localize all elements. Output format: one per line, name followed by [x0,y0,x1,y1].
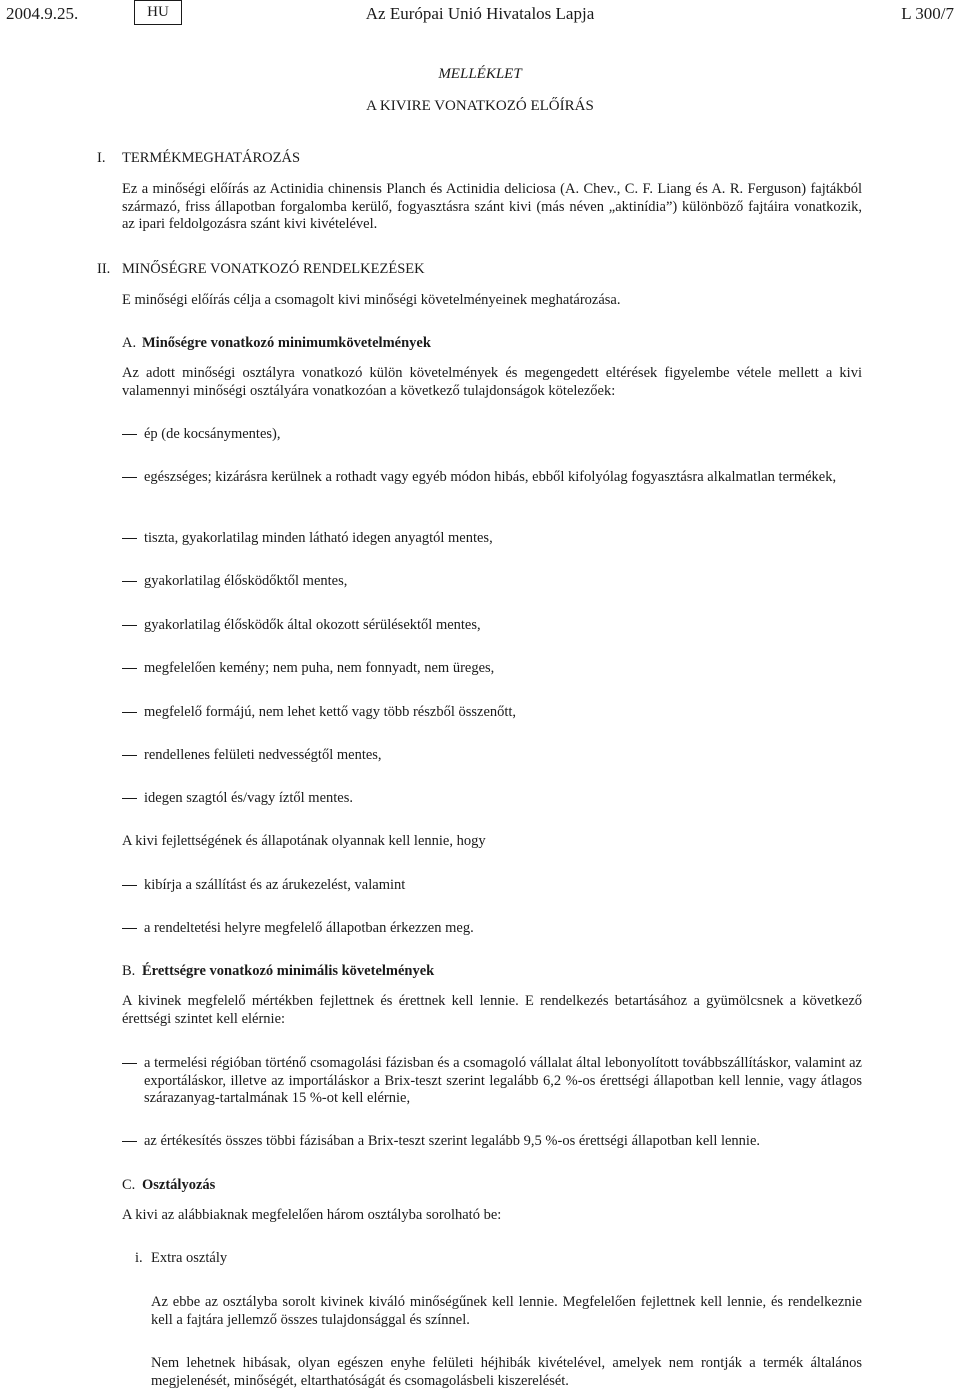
list-item: a termelési régióban történő csomagolási fázisban és a csomagoló vállalat által lebonyolított továbbszállításkor, valamint az exportáláskor, illetve az importáláskor a Brix-teszt szerint legalább 6,2 %-os érettségi állapotban kell lennie, vagy átlagos szárazanyag-tartalmának 15 %-ot kell elérnie, [122,1055,862,1108]
class-number: i. [135,1250,143,1266]
list-item: a rendeltetési helyre megfelelő állapotban érkezzen meg. [122,920,862,938]
subsection-a-intro: Az adott minőségi osztályra vonatkozó külön követelmények és megengedett eltérések figyelembe vétele mellett a kivi valamennyi minőségi osztályára vonatkozóan a következő tulajdonságok kötelezőek: [122,365,862,399]
section-2-number: II. [97,261,111,277]
subsection-b-title: Érettségre vonatkozó minimális követelmények [142,963,435,979]
subsection-a-condition: A kivi fejlettségének és állapotának olyannak kell lennie, hogy [122,833,486,849]
subsection-c-title: Osztályozás [142,1177,216,1193]
section-1-body: Ez a minőségi előírás az Actinidia chinensis Planch és Actinidia deliciosa (A. Chev., C. F. Liang és A. R. Ferguson) fajtákból származó, friss állapotban forgalomba kerülő, fogyasztásra szánt kivi (más néven „aktinídia”) különböző fajtáira vonatkozik, az ipari feldolgozásra szánt kivi kivételével. [122,181,862,232]
list-item: gyakorlatilag élősködők által okozott sérülésektől mentes, [122,617,862,635]
list-item: az értékesítés összes többi fázisában a Brix-teszt szerint legalább 9,5 %-os érettségi állapotban kell lennie. [122,1133,862,1151]
annex-title: A KIVIRE VONATKOZÓ ELŐÍRÁS [366,98,594,114]
list-item: egészséges; kizárásra kerülnek a rothadt vagy egyéb módon hibás, ebből kifolyólag fogyasztásra alkalmatlan termékek, [122,469,862,487]
section-2-title: MINŐSÉGRE VONATKOZÓ RENDELKEZÉSEK [122,261,425,277]
section-1-title: TERMÉKMEGHATÁROZÁS [122,150,301,166]
list-item: megfelelően kemény; nem puha, nem fonnyadt, nem üreges, [122,660,862,678]
page-number: L 300/7 [901,4,954,23]
list-item: idegen szagtól és/vagy íztől mentes. [122,790,862,808]
annex-label: MELLÉKLET [438,66,522,82]
page-header [0,0,960,34]
list-item: rendellenes felületi nedvességtől mentes, [122,747,862,765]
publication-date: 2004.9.25. [6,4,79,23]
subsection-c-intro: A kivi az alábbiaknak megfelelően három osztályba sorolható be: [122,1207,502,1223]
class-title: Extra osztály [151,1250,228,1266]
list-item: ép (de kocsánymentes), [122,426,862,444]
class-paragraph-2: Nem lehetnek hibásak, olyan egészen enyhe felületi héjhibák kivételével, amelyek nem rontják a termék általános megjelenését, minőségét, eltarthatóságát és csomagolásbeli kiszerelését. [151,1355,862,1389]
list-item: megfelelő formájú, nem lehet kettő vagy több részből összenőtt, [122,704,862,722]
list-item: gyakorlatilag élősködőktől mentes, [122,573,862,591]
section-2-intro: E minőségi előírás célja a csomagolt kivi minőségi követelményeinek meghatározása. [122,292,621,308]
section-1-number: I. [97,150,106,166]
journal-title: Az Európai Unió Hivatalos Lapja [365,4,595,23]
class-paragraph-1: Az ebbe az osztályba sorolt kivinek kiváló minőségűnek kell lennie. Megfelelően fejlettnek kell lennie, és rendelkeznie kell a fajtára jellemző összes tulajdonsággal és színnel. [151,1294,862,1328]
subsection-c-number: C. [122,1177,136,1193]
subsection-b-intro: A kivinek megfelelő mértékben fejlettnek és érettnek kell lennie. E rendelkezés betartásához a gyümölcsnek a következő érettségi szintet kell elérnie: [122,993,862,1027]
subsection-a-number: A. [122,335,137,351]
language-badge: HU [134,0,182,25]
list-item: tiszta, gyakorlatilag minden látható idegen anyagtól mentes, [122,530,862,548]
subsection-b-number: B. [122,963,136,979]
list-item: kibírja a szállítást és az árukezelést, valamint [122,877,862,895]
subsection-a-title: Minőségre vonatkozó minimumkövetelmények [142,335,431,351]
